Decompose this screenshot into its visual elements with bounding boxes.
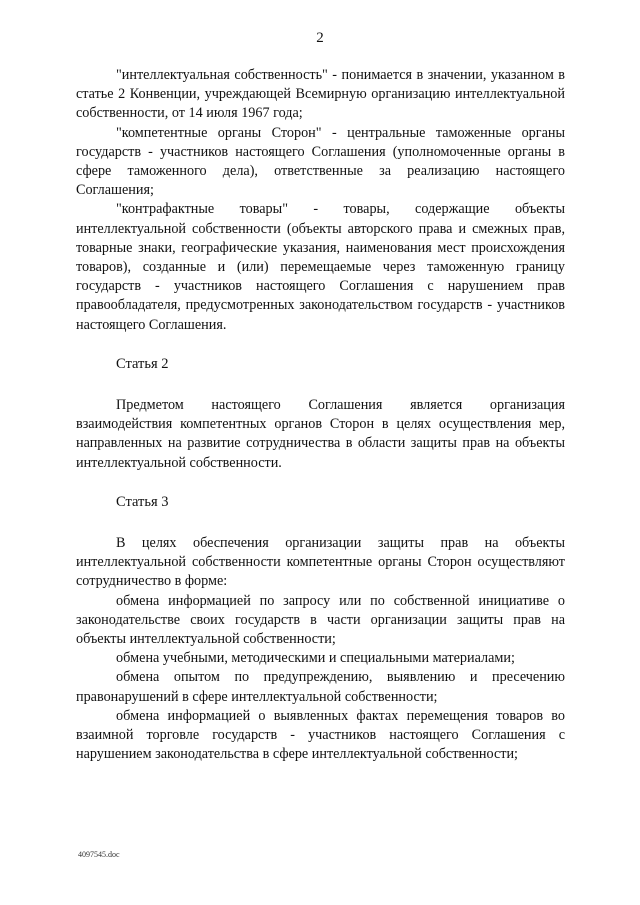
article-3-item: обмена опытом по предупреждению, выявлению и пресечению правонарушений в сфере интеллектуальной собственности; [76, 669, 565, 705]
article-3-item: обмена информацией по запросу или по собственной инициативе о законодательстве своих государств в части организации защиты прав на объекты интеллектуальной собственности; [76, 592, 565, 648]
article-2-text: Предметом настоящего Соглашения является организация взаимодействия компетентных органов Сторон в целях осуществления мер, направленных на развитие сотрудничества в области защиты прав на объекты интеллектуальной собственности. [76, 397, 565, 471]
page-number: 2 [316, 30, 324, 46]
article-3-intro: В целях обеспечения организации защиты прав на объекты интеллектуальной собственности компетентные органы Сторон осуществляют сотрудничество в форме: [76, 535, 565, 590]
article-3-item: обмена информацией о выявленных фактах перемещения товаров во взаимной торговле государств - участников настоящего Соглашения с нарушением законодательства в сфере интеллектуальной собственности; [76, 707, 565, 763]
article-2-heading: Статья 2 [116, 355, 169, 372]
article-3-item: обмена учебными, методическими и специальными материалами; [116, 650, 515, 667]
file-name-footer: 4097545.doc [78, 850, 120, 859]
document-body [76, 66, 565, 765]
definition-paragraph-authorities: "компетентные органы Сторон" - центральные таможенные органы государств - участников настоящего Соглашения (уполномоченные органы в сфере таможенного дела), ответственные за реализацию настоящего Соглашения; [76, 124, 565, 199]
article-3-heading: Статья 3 [116, 493, 169, 510]
definition-paragraph-counterfeit: "контрафактные товары" - товары, содержащие объекты интеллектуальной собственности (объекты авторского права и смежных прав, товарные знаки, географические указания, наименования мест происхождения товаров), созданные и (или) перемещаемые через таможенную границу государств - участников настоящего Соглашения с нарушением прав правообладателя, предусмотренных законодательством государств - участников настоящего Соглашения. [76, 201, 565, 333]
definition-paragraph-ip: "интеллектуальная собственность" - понимается в значении, указанном в статье 2 Конвенции, учреждающей Всемирную организацию интеллектуальной собственности, от 14 июля 1967 года; [76, 67, 565, 122]
